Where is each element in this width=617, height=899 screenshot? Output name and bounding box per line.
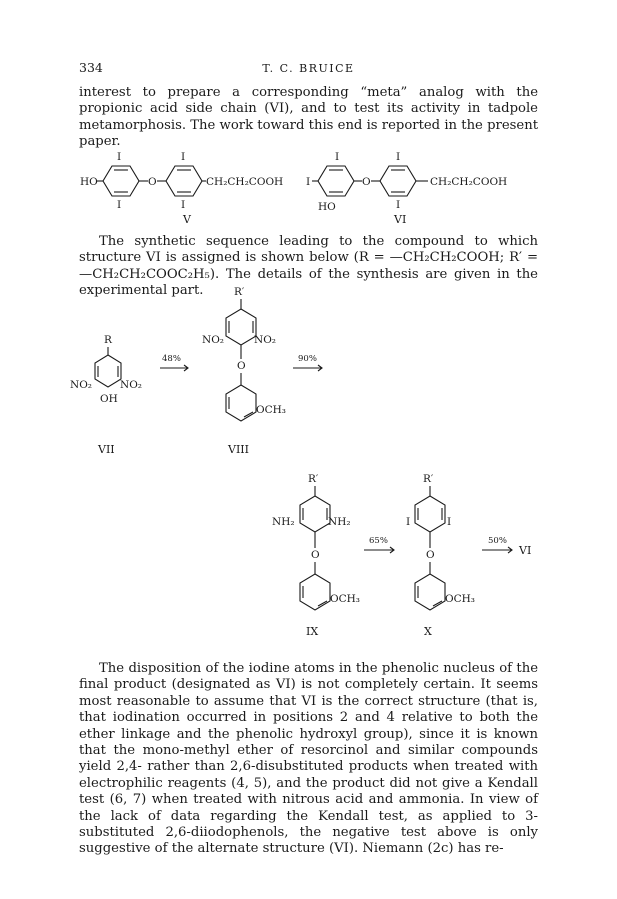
v-i-bottom-label: I (117, 199, 122, 211)
compound-viii (202, 286, 286, 456)
compound-vi (306, 151, 507, 226)
v-o-label: O (148, 176, 157, 188)
x-i-right-label: I (447, 516, 452, 528)
intro-text: interest to prepare a corresponding “meta” analog with the propionic acid side chain (VI), and to test its activity in tadpole metamorphosis. The work toward this end is reported in the present paper. (79, 85, 538, 150)
ix-och3-label: OCH₃ (330, 593, 361, 605)
compound-v (80, 151, 283, 226)
v-chain-label: CH₂CH₂COOH (206, 176, 284, 188)
v-i2-bottom-label: I (181, 199, 186, 211)
vii-r-label: R (104, 334, 112, 346)
arrow4-yield: 50% (488, 536, 507, 546)
x-i-left-label: I (406, 516, 411, 528)
v-ho-label: HO (80, 176, 98, 188)
ix-rp-label: R′ (308, 473, 319, 485)
synthesis-text: The synthetic sequence leading to the compound to which structure VI is assigned is shown below (R = —CH₂CH₂COOH; R′ = —CH₂CH₂COOC₂H₅). The details of the synthesis are given in the experimental part. (79, 234, 538, 299)
compound-ix (272, 473, 360, 638)
compound-x (406, 473, 475, 638)
viii-rp-label: R′ (234, 286, 245, 298)
scheme-ix-x (0, 468, 617, 663)
vi-i2-top-label: I (396, 151, 401, 163)
ix-nh2-left-label: NH₂ (272, 516, 295, 528)
arrow-1 (160, 354, 188, 371)
x-o-label: O (426, 549, 435, 561)
viii-compound-label: VIII (228, 443, 249, 456)
viii-o-label: O (237, 360, 246, 372)
page-number: 334 (79, 60, 103, 75)
vi-o-label: O (362, 176, 371, 188)
v-i-top-label: I (117, 151, 122, 163)
arrow-3 (364, 536, 394, 553)
viii-no2-left-label: NO₂ (202, 334, 225, 346)
v-compound-label: V (183, 213, 191, 226)
vi-compound-label: VI (394, 213, 407, 226)
vii-compound-label: VII (98, 443, 115, 456)
arrow-4 (482, 536, 531, 557)
vi-ho-label: HO (318, 201, 336, 213)
arrow-2 (293, 354, 322, 371)
arrow1-yield: 48% (162, 354, 181, 364)
x-compound-label: X (424, 625, 432, 638)
x-rp-label: R′ (423, 473, 434, 485)
viii-och3-label: OCH₃ (256, 404, 287, 416)
vi-chain-label: CH₂CH₂COOH (430, 176, 508, 188)
compound-vii (70, 334, 142, 456)
scheme-vii-viii (0, 285, 617, 475)
discussion-text: The disposition of the iodine atoms in the phenolic nucleus of the final product (designated as VI) is not completely certain. It seems most reasonable to assume that VI is the correct structure (that is, that iodination occurred in positions 2 and 4 relative to both the ether linkage and the phenolic hydroxyl group), since it is known that the mono-methyl ether of resorcinol and similar compounds yield 2,4- rather than 2,6-disubstituted products when treated with electrophilic reagents (4, 5), and the product did not give a Kendall test (6, 7) when treated with nitrous acid and ammonia. In view of the lack of data regarding the Kendall test, as applied to 3-substituted 2,6-diiodophenols, the negative test above is only suggestive of the alternate structure (VI). Niemann (2c) has re- (79, 661, 538, 857)
vi-i2-bottom-label: I (396, 199, 401, 211)
viii-no2-right-label: NO₂ (254, 334, 277, 346)
ix-o-label: O (311, 549, 320, 561)
intro-paragraph (79, 85, 538, 151)
x-och3-label: OCH₃ (445, 593, 476, 605)
vii-oh-label: OH (100, 393, 118, 405)
v-i2-top-label: I (181, 151, 186, 163)
vii-no2-left-label: NO₂ (70, 379, 93, 391)
running-header-author: T. C. BRUICE (262, 62, 355, 75)
ix-nh2-right-label: NH₂ (328, 516, 351, 528)
discussion-paragraph (79, 661, 538, 858)
ix-compound-label: IX (306, 625, 319, 638)
vi-i-left-label: I (306, 176, 311, 188)
vi-i-top-label: I (335, 151, 340, 163)
arrow3-yield: 65% (369, 536, 388, 546)
scheme-v-vi (0, 148, 617, 228)
vii-no2-right-label: NO₂ (120, 379, 143, 391)
final-product-label: VI (519, 544, 532, 557)
arrow2-yield: 90% (298, 354, 317, 364)
